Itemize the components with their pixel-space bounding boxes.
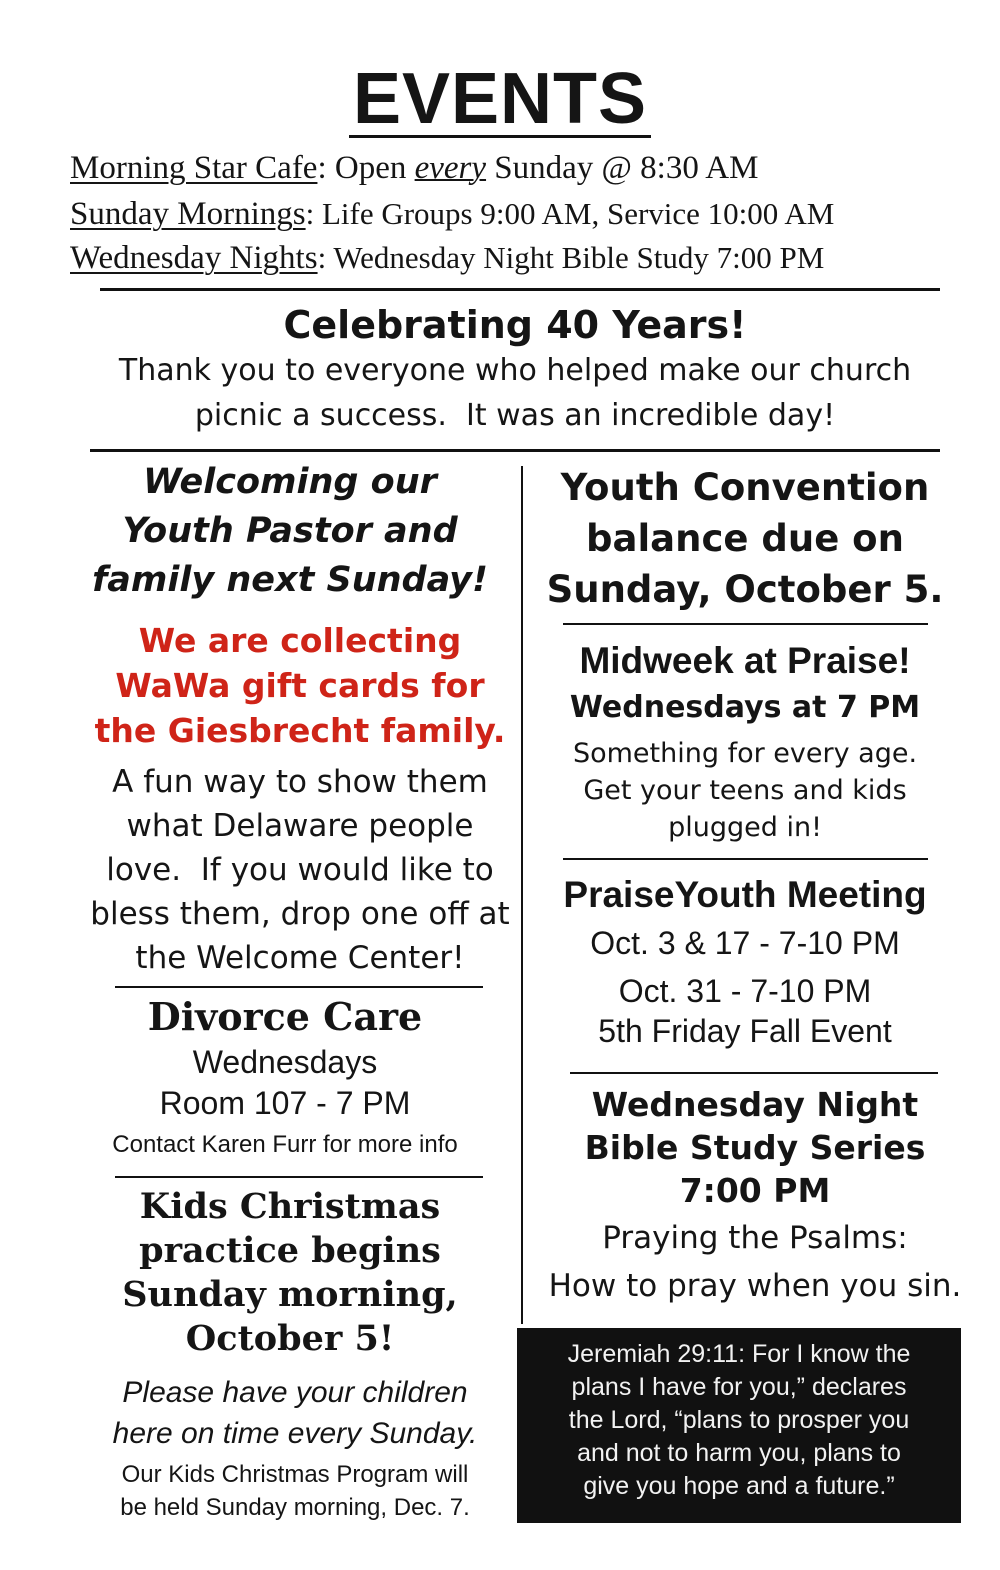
kids-christmas-title xyxy=(70,1185,510,1361)
divorce-care-room: Room 107 - 7 PM xyxy=(159,1085,411,1121)
midweek-when: Wednesdays at 7 PM xyxy=(569,690,921,725)
youth-convention-line: balance due on xyxy=(586,517,904,560)
kids-program-line: Our Kids Christmas Program will xyxy=(121,1461,469,1488)
kids-christmas-note xyxy=(70,1372,520,1454)
kids-title-line: Kids Christmas xyxy=(139,1186,441,1227)
divider xyxy=(100,288,940,291)
schedule-text: : Life Groups 9:00 AM, Service 10:00 AM xyxy=(305,196,835,231)
celebrate-title: Celebrating 40 Years! xyxy=(283,303,747,347)
collecting-line: the Giesbrecht family. xyxy=(94,711,506,750)
midweek-body xyxy=(540,735,950,846)
midweek-line: Something for every age. xyxy=(572,738,918,769)
verse-line: Jeremiah 29:11: For I know the xyxy=(567,1340,911,1368)
praise-youth-title: PraiseYouth Meeting xyxy=(563,874,927,915)
welcome-line: Youth Pastor and xyxy=(122,511,458,551)
divorce-care-day: Wednesdays xyxy=(192,1044,378,1080)
kids-title-line: October 5! xyxy=(185,1318,395,1359)
celebrate-line: Thank you to everyone who helped make our church xyxy=(118,353,912,388)
divorce-care-title: Divorce Care xyxy=(147,994,423,1039)
celebrate-text xyxy=(70,348,960,438)
divider xyxy=(563,858,928,860)
youth-convention-line: Youth Convention xyxy=(560,466,930,509)
praise-youth-dates: Oct. 31 - 7-10 PM xyxy=(618,973,872,1009)
schedule-text: : Open xyxy=(317,150,415,186)
midweek-title: Midweek at Praise! xyxy=(579,640,911,681)
schedule-label: Morning Star Cafe xyxy=(70,150,318,186)
schedule-text: : Wednesday Night Bible Study 7:00 PM xyxy=(317,240,825,275)
column-divider xyxy=(521,466,523,1324)
divider xyxy=(115,986,483,988)
bible-study-title-line: Wednesday Night xyxy=(591,1085,919,1124)
divider xyxy=(563,623,928,625)
bible-study-title-line: 7:00 PM xyxy=(679,1171,831,1210)
collecting-line: We are collecting xyxy=(138,621,462,660)
bible-study-title xyxy=(540,1083,970,1212)
praise-youth-dates: Oct. 3 & 17 - 7-10 PM xyxy=(590,925,900,961)
divider xyxy=(570,1072,938,1074)
kids-note-line: here on time every Sunday. xyxy=(112,1417,478,1450)
schedule-label: Sunday Mornings xyxy=(70,196,306,232)
divorce-care-contact: Contact Karen Furr for more info xyxy=(112,1131,458,1158)
collecting-line: WaWa gift cards for xyxy=(115,666,485,705)
kids-note-line: Please have your children xyxy=(122,1376,468,1409)
midweek-line: plugged in! xyxy=(668,812,822,843)
body-line: the Welcome Center! xyxy=(135,940,465,976)
verse-line: and not to harm you, plans to xyxy=(577,1439,901,1467)
bible-study-line: Praying the Psalms: xyxy=(602,1220,908,1256)
verse-line: the Lord, “plans to prosper you xyxy=(568,1406,910,1434)
midweek-line: Get your teens and kids xyxy=(583,775,907,806)
bible-study-line: How to pray when you sin. xyxy=(548,1268,962,1304)
collecting-body xyxy=(80,760,520,980)
schedule-text: Sunday @ 8:30 AM xyxy=(486,150,759,186)
schedule-sunday-mornings xyxy=(70,196,834,233)
kids-title-line: Sunday morning, xyxy=(122,1274,458,1315)
verse-box xyxy=(517,1328,961,1523)
body-line: bless them, drop one off at xyxy=(90,896,510,932)
body-line: A fun way to show them xyxy=(112,764,488,800)
kids-title-line: practice begins xyxy=(139,1230,441,1271)
celebrate-line: picnic a success. It was an incredible day! xyxy=(194,398,836,433)
divider xyxy=(90,449,940,452)
collecting-heading xyxy=(70,618,530,753)
youth-convention-line: Sunday, October 5. xyxy=(546,568,944,611)
youth-convention xyxy=(530,462,960,615)
divider xyxy=(115,1176,483,1178)
schedule-label: Wednesday Nights xyxy=(70,240,318,276)
welcome-line: family next Sunday! xyxy=(92,560,488,600)
welcome-youth-pastor xyxy=(70,458,510,605)
kids-christmas-program xyxy=(70,1458,520,1524)
verse-line: plans I have for you,” declares xyxy=(571,1373,907,1401)
praise-youth-event: 5th Friday Fall Event xyxy=(598,1013,892,1049)
welcome-line: Welcoming our xyxy=(143,462,437,502)
schedule-wednesday-nights xyxy=(70,240,824,277)
bible-study-title-line: Bible Study Series xyxy=(584,1128,926,1167)
schedule-morning-star-cafe xyxy=(70,150,758,187)
schedule-emphasis: every xyxy=(414,150,487,186)
verse-line: give you hope and a future.” xyxy=(583,1472,895,1500)
bible-study-body xyxy=(530,1214,980,1310)
body-line: love. If you would like to xyxy=(106,852,494,888)
kids-program-line: be held Sunday morning, Dec. 7. xyxy=(120,1494,470,1521)
body-line: what Delaware people xyxy=(126,808,474,844)
page-title: EVENTS xyxy=(0,58,1000,140)
